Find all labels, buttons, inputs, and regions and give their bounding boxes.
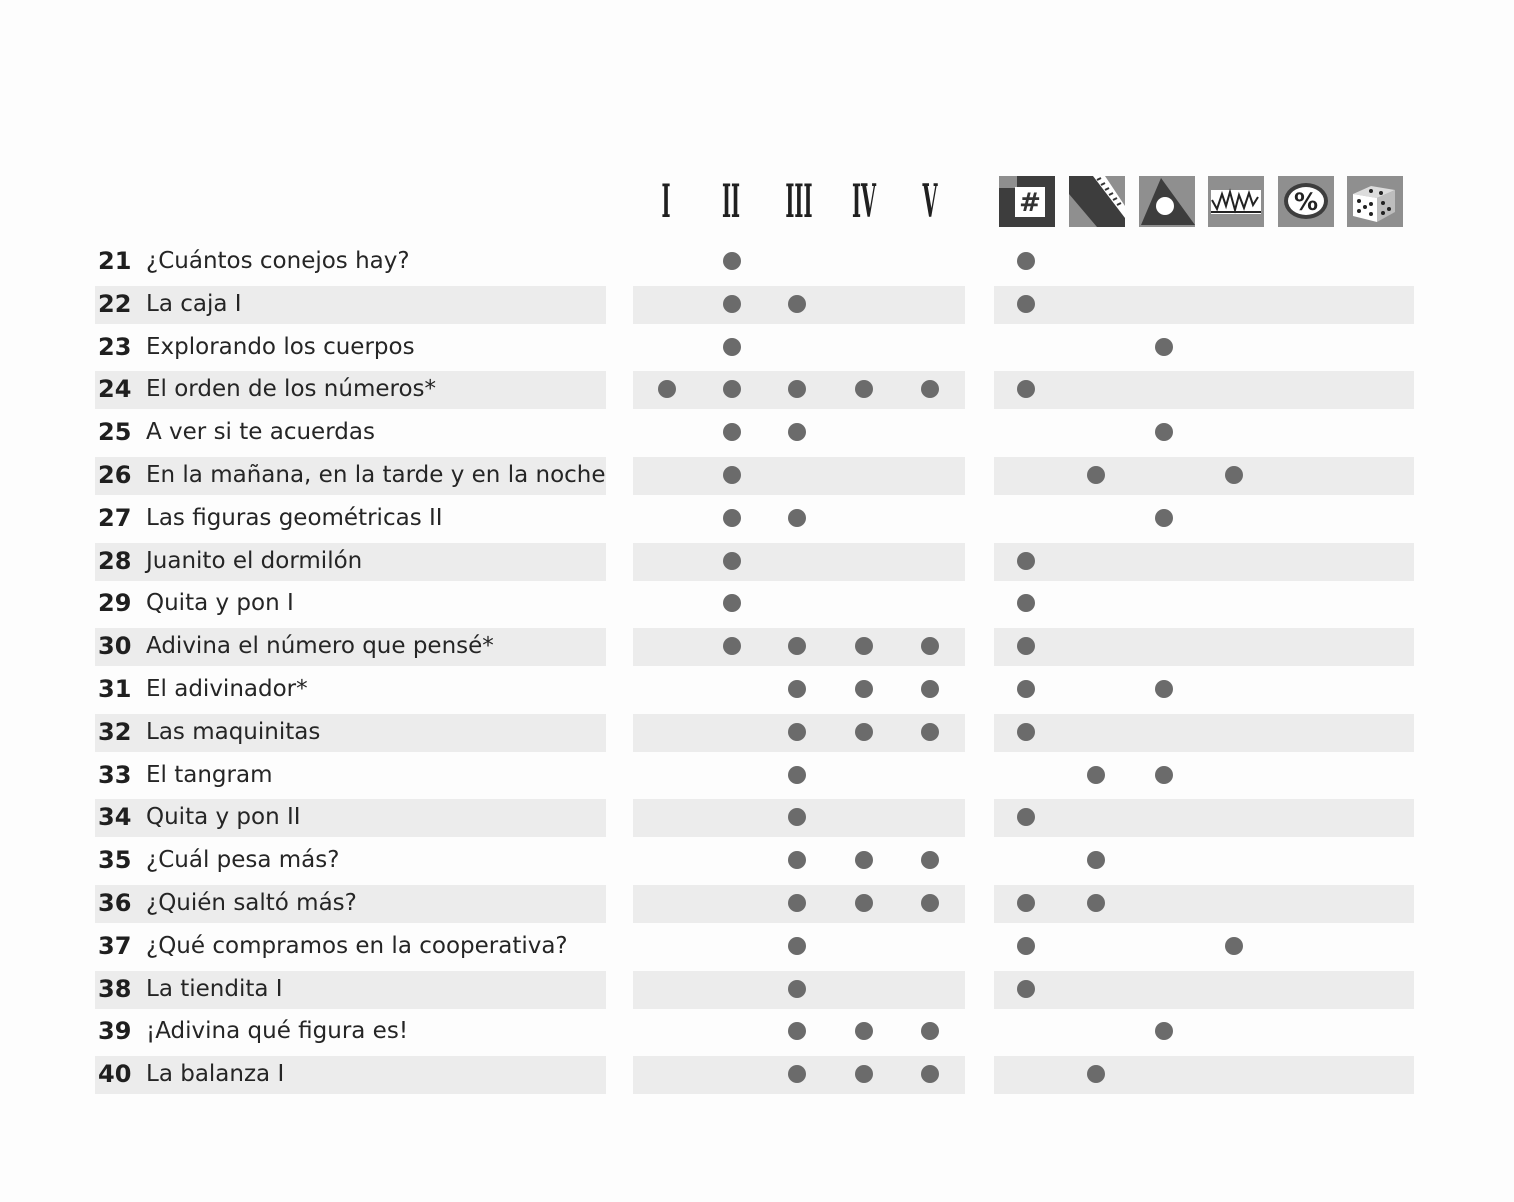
level-i-label: I bbox=[661, 174, 671, 228]
table-row bbox=[0, 883, 1514, 923]
level-iii-dot bbox=[788, 894, 806, 912]
activity-title: La caja I bbox=[146, 291, 242, 317]
number-dot bbox=[1017, 894, 1035, 912]
level-iii-dot bbox=[788, 637, 806, 655]
table-row bbox=[0, 755, 1514, 795]
table-row bbox=[0, 797, 1514, 837]
row-stripe bbox=[994, 543, 1414, 581]
level-v-dot bbox=[921, 637, 939, 655]
data-graph-dot bbox=[1225, 466, 1243, 484]
activity-title: ¿Cuántos conejos hay? bbox=[146, 248, 410, 274]
measure-ruler-dot bbox=[1087, 894, 1105, 912]
level-ii-dot bbox=[723, 509, 741, 527]
activity-title: Adivina el número que pensé* bbox=[146, 633, 494, 659]
activity-title: Juanito el dormilón bbox=[146, 548, 363, 574]
level-iii-dot bbox=[788, 509, 806, 527]
level-iii-label: III bbox=[785, 174, 813, 228]
activity-title: Quita y pon I bbox=[146, 590, 294, 616]
level-iii-dot bbox=[788, 851, 806, 869]
number-dot bbox=[1017, 680, 1035, 698]
table-row bbox=[0, 969, 1514, 1009]
number-dot bbox=[1017, 552, 1035, 570]
activity-title: ¿Quién saltó más? bbox=[146, 890, 357, 916]
activity-number: 24 bbox=[98, 375, 132, 403]
level-i-dot bbox=[658, 380, 676, 398]
table-row bbox=[0, 712, 1514, 752]
activity-title: ¿Qué compramos en la cooperativa? bbox=[146, 933, 568, 959]
activity-title: ¡Adivina qué figura es! bbox=[146, 1018, 409, 1044]
level-v-dot bbox=[921, 723, 939, 741]
level-iv-dot bbox=[855, 894, 873, 912]
level-iii-dot bbox=[788, 937, 806, 955]
row-stripe bbox=[994, 286, 1414, 324]
number-dot bbox=[1017, 380, 1035, 398]
number-dot bbox=[1017, 594, 1035, 612]
level-ii-label: II bbox=[721, 174, 741, 228]
table-row bbox=[0, 1011, 1514, 1051]
number-dot bbox=[1017, 252, 1035, 270]
row-stripe bbox=[994, 885, 1414, 923]
geometry-triangle-dot bbox=[1155, 680, 1173, 698]
activity-number: 32 bbox=[98, 718, 132, 746]
geometry-triangle-dot bbox=[1155, 1022, 1173, 1040]
level-iii-dot bbox=[788, 980, 806, 998]
number-dot bbox=[1017, 937, 1035, 955]
activity-number: 37 bbox=[98, 932, 132, 960]
table-row bbox=[0, 626, 1514, 666]
number-dot bbox=[1017, 295, 1035, 313]
row-stripe bbox=[994, 1056, 1414, 1094]
table-row bbox=[0, 412, 1514, 452]
number-dot bbox=[1017, 980, 1035, 998]
activity-number: 22 bbox=[98, 290, 132, 318]
activity-number: 30 bbox=[98, 632, 132, 660]
level-iv-dot bbox=[855, 380, 873, 398]
table-row bbox=[0, 583, 1514, 623]
level-iv-dot bbox=[855, 680, 873, 698]
row-stripe bbox=[994, 371, 1414, 409]
activity-title: ¿Cuál pesa más? bbox=[146, 847, 340, 873]
activity-title: La tiendita I bbox=[146, 976, 283, 1002]
activity-number: 38 bbox=[98, 975, 132, 1003]
level-iii-dot bbox=[788, 680, 806, 698]
activity-title: La balanza I bbox=[146, 1061, 285, 1087]
row-stripe bbox=[994, 457, 1414, 495]
activity-number: 25 bbox=[98, 418, 132, 446]
level-v-dot bbox=[921, 680, 939, 698]
activity-number: 27 bbox=[98, 504, 132, 532]
activity-title: A ver si te acuerdas bbox=[146, 419, 375, 445]
activity-number: 40 bbox=[98, 1060, 132, 1088]
activity-number: 26 bbox=[98, 461, 132, 489]
activity-title: En la mañana, en la tarde y en la noche bbox=[146, 462, 606, 488]
data-graph-icon bbox=[1208, 176, 1264, 227]
table-row bbox=[0, 498, 1514, 538]
table-row bbox=[0, 455, 1514, 495]
number-dot bbox=[1017, 808, 1035, 826]
svg-text:%: % bbox=[1293, 188, 1319, 216]
row-stripe bbox=[994, 714, 1414, 752]
level-v-dot bbox=[921, 894, 939, 912]
geometry-triangle-dot bbox=[1155, 509, 1173, 527]
activity-number: 31 bbox=[98, 675, 132, 703]
measure-ruler-dot bbox=[1087, 851, 1105, 869]
activity-number: 29 bbox=[98, 589, 132, 617]
percent-icon bbox=[1278, 176, 1334, 227]
activity-number: 21 bbox=[98, 247, 132, 275]
table-row bbox=[0, 669, 1514, 709]
activity-title: Las figuras geométricas II bbox=[146, 505, 443, 531]
level-ii-dot bbox=[723, 637, 741, 655]
measure-ruler-dot bbox=[1087, 766, 1105, 784]
activity-number: 23 bbox=[98, 333, 132, 361]
level-ii-dot bbox=[723, 552, 741, 570]
level-iv-dot bbox=[855, 1022, 873, 1040]
level-iii-dot bbox=[788, 723, 806, 741]
level-iv-dot bbox=[855, 851, 873, 869]
level-iv-dot bbox=[855, 1065, 873, 1083]
row-stripe bbox=[994, 628, 1414, 666]
row-stripe bbox=[633, 543, 965, 581]
level-v-dot bbox=[921, 851, 939, 869]
number-dot bbox=[1017, 723, 1035, 741]
row-stripe bbox=[994, 971, 1414, 1009]
table-row bbox=[0, 241, 1514, 281]
activity-number: 39 bbox=[98, 1017, 132, 1045]
activity-number: 35 bbox=[98, 846, 132, 874]
activity-number: 28 bbox=[98, 547, 132, 575]
svg-text:#: # bbox=[1019, 188, 1041, 218]
level-iv-dot bbox=[855, 637, 873, 655]
activity-number: 33 bbox=[98, 761, 132, 789]
activity-number: 36 bbox=[98, 889, 132, 917]
level-iv-label: IV bbox=[851, 174, 877, 228]
table-row bbox=[0, 284, 1514, 324]
level-iii-dot bbox=[788, 1022, 806, 1040]
measure-ruler-icon bbox=[1069, 176, 1125, 227]
level-ii-dot bbox=[723, 380, 741, 398]
data-graph-dot bbox=[1225, 937, 1243, 955]
level-ii-dot bbox=[723, 295, 741, 313]
level-ii-dot bbox=[723, 252, 741, 270]
level-iii-dot bbox=[788, 1065, 806, 1083]
table-row bbox=[0, 369, 1514, 409]
level-iv-dot bbox=[855, 723, 873, 741]
table-row bbox=[0, 541, 1514, 581]
activity-title: El orden de los números* bbox=[146, 376, 437, 402]
level-ii-dot bbox=[723, 423, 741, 441]
row-stripe bbox=[633, 457, 965, 495]
table-row bbox=[0, 926, 1514, 966]
dice-icon bbox=[1347, 176, 1403, 227]
measure-ruler-dot bbox=[1087, 1065, 1105, 1083]
table-row bbox=[0, 1054, 1514, 1094]
level-iii-dot bbox=[788, 295, 806, 313]
level-iii-dot bbox=[788, 766, 806, 784]
level-v-dot bbox=[921, 1022, 939, 1040]
level-v-label: V bbox=[922, 174, 938, 228]
row-stripe bbox=[994, 799, 1414, 837]
table-row bbox=[0, 327, 1514, 367]
geometry-triangle-dot bbox=[1155, 338, 1173, 356]
geometry-triangle-dot bbox=[1155, 766, 1173, 784]
activity-title: Explorando los cuerpos bbox=[146, 334, 415, 360]
table-row bbox=[0, 840, 1514, 880]
level-ii-dot bbox=[723, 338, 741, 356]
level-iii-dot bbox=[788, 423, 806, 441]
number-icon bbox=[999, 176, 1055, 227]
activity-title: Las maquinitas bbox=[146, 719, 321, 745]
number-dot bbox=[1017, 637, 1035, 655]
level-ii-dot bbox=[723, 466, 741, 484]
activity-title: El tangram bbox=[146, 762, 273, 788]
level-iii-dot bbox=[788, 380, 806, 398]
level-ii-dot bbox=[723, 594, 741, 612]
level-v-dot bbox=[921, 1065, 939, 1083]
measure-ruler-dot bbox=[1087, 466, 1105, 484]
level-iii-dot bbox=[788, 808, 806, 826]
geometry-triangle-dot bbox=[1155, 423, 1173, 441]
activity-number: 34 bbox=[98, 803, 132, 831]
activity-title: Quita y pon II bbox=[146, 804, 301, 830]
level-v-dot bbox=[921, 380, 939, 398]
activity-title: El adivinador* bbox=[146, 676, 308, 702]
geometry-triangle-icon bbox=[1139, 176, 1195, 227]
